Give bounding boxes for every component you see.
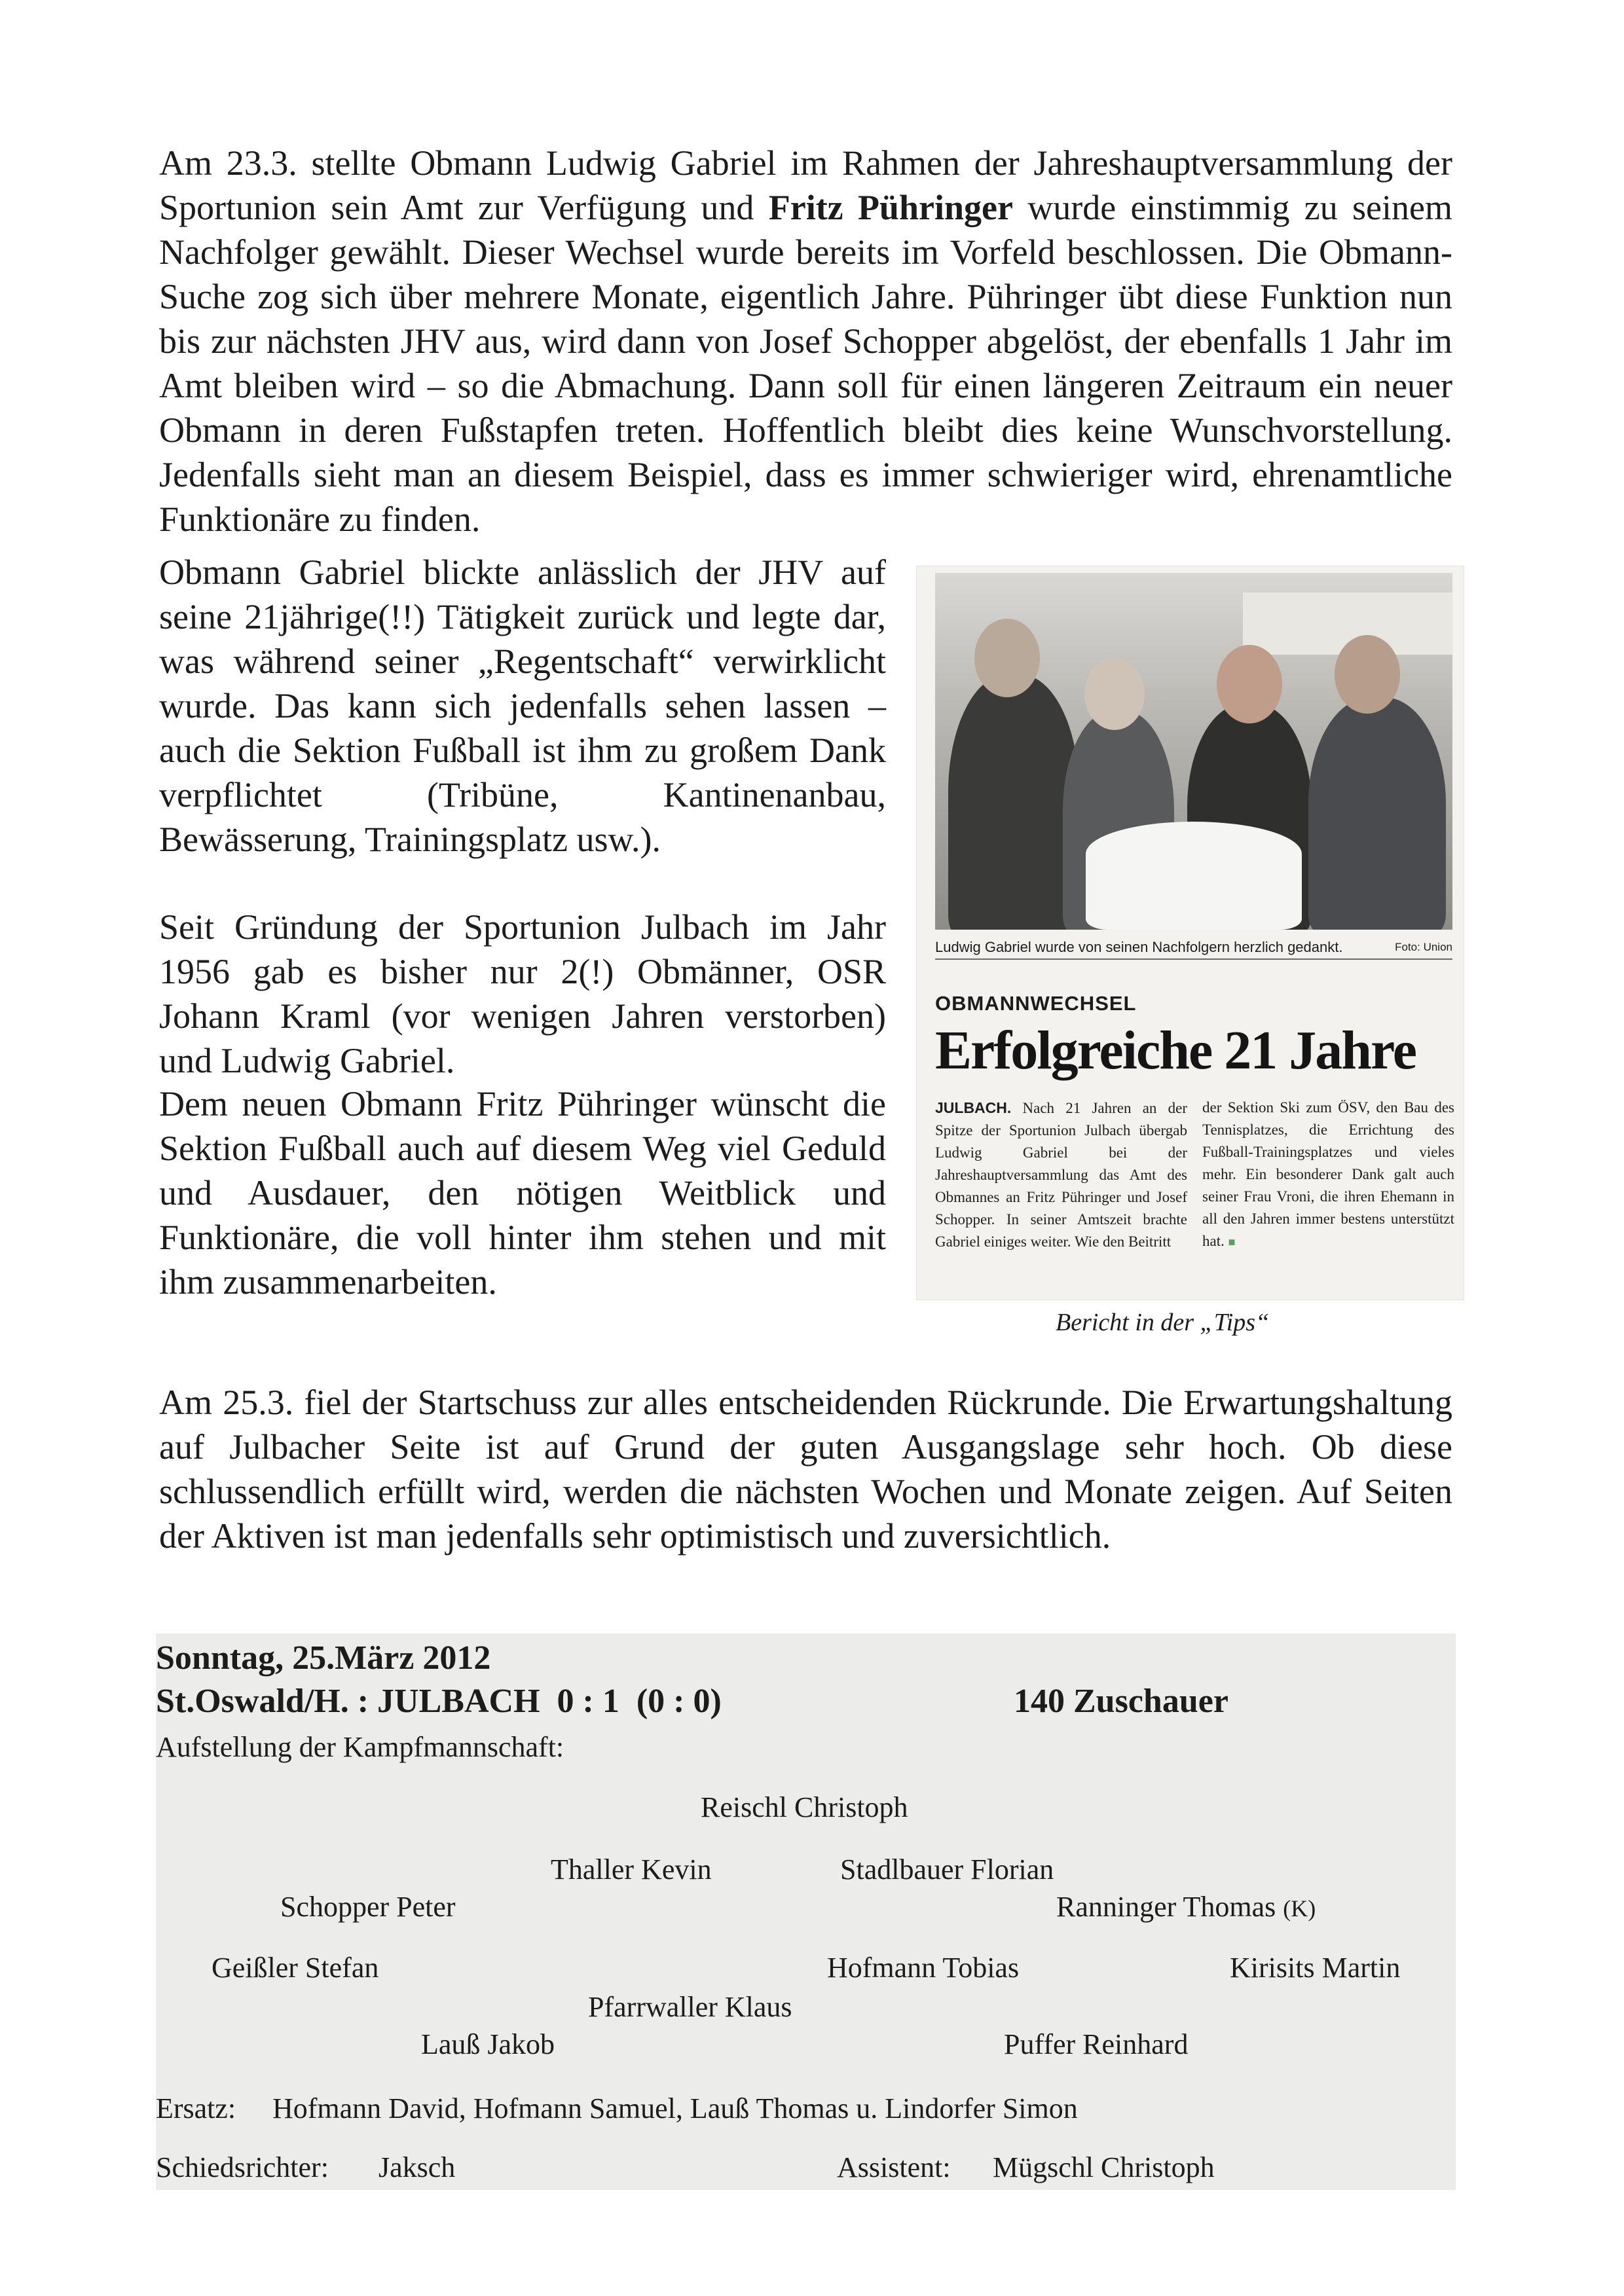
- clipping-photo: [935, 573, 1452, 930]
- article-column-2-text: der Sektion Ski zum ÖSV, den Bau des Tennisplatzes, die Errichtung des Fußball-Trainingsplatzes und vieles mehr. Ein besonderer Dank galt auch seiner Frau Vroni, die ihren Ehemann in all den Jahren immer bestens unterstützt hat.: [1202, 1099, 1454, 1249]
- article-end-mark: ■: [1228, 1235, 1236, 1248]
- captain-mark: (K): [1283, 1895, 1316, 1922]
- paragraph1-text-start: Am 23.3. stellte Obmann Ludwig Gabriel im Rahmen der Jahreshauptversammlung der Sportunion sein Amt zur Verfügung und: [159, 143, 1452, 227]
- paragraph1-bold-name: Fritz Pühringer: [768, 188, 1013, 227]
- paragraph-gruendung: Seit Gründung der Sportunion Julbach im Jahr 1956 gab es bisher nur 2(!) Obmänner, OSR Johann Kraml (vor wenigen Jahren verstorben) und Ludwig Gabriel.: [159, 907, 886, 1080]
- player-kirisits: Kirisits Martin: [1230, 1952, 1401, 1984]
- player-ranninger-name: Ranninger Thomas: [1056, 1891, 1276, 1923]
- article-dateline: JULBACH.: [935, 1099, 1012, 1116]
- referee-name: Jaksch: [378, 2151, 456, 2183]
- photo-head-2: [1084, 658, 1145, 730]
- photo-person-4: [1308, 697, 1446, 930]
- paragraph-jhv-rueckblick: Obmann Gabriel blickte anlässlich der JHV auf seine 21jährige(!!) Tätigkeit zurück und legte dar, was während seiner „Regentschaft“ verwirklicht wurde. Das kann sich jedenfalls sehen lassen – auch die Sektion Fußball ist ihm zu großem Dank verpflichtet (Tribüne, Kantinenanbau, Bewässerung, Trainingsplatz usw.).: [159, 553, 886, 859]
- photo-credit: Foto: Union: [1395, 941, 1452, 953]
- lineup-label: Aufstellung der Kampfmannschaft:: [156, 1731, 564, 1763]
- photo-caption: Ludwig Gabriel wurde von seinen Nachfolgern herzlich gedankt.: [935, 939, 1343, 955]
- article-column-2: [1202, 1097, 1454, 1253]
- player-geissler: Geißler Stefan: [212, 1952, 379, 1984]
- photo-head-3: [1217, 645, 1282, 723]
- match-spectators: 140 Zuschauer: [1014, 1683, 1228, 1720]
- photo-caption-line: [935, 936, 1452, 960]
- paragraph-obmann-wechsel: [159, 141, 1452, 541]
- assistant-label: Assistent:: [837, 2151, 951, 2183]
- paragraph-wuensche: Dem neuen Obmann Fritz Pühringer wünscht die Sektion Fußball auch auf diesem Weg viel Geduld und Ausdauer, den nötigen Weitblick und Funktionäre, die voll hinter ihm stehen und mit ihm zusammenarbeiten.: [159, 1084, 886, 1302]
- player-pfarrwaller: Pfarrwaller Klaus: [588, 1991, 792, 2023]
- article-column-1-text: Nach 21 Jahren an der Spitze der Sportunion Julbach übergab Ludwig Gabriel bei der Jahreshauptversammlung das Amt des Obmannes an Fritz Pühringer und Josef Schopper. In seiner Amtszeit brachte Gabriel einiges weiter. Wie den Beitritt: [935, 1100, 1187, 1250]
- photo-head-1: [974, 619, 1040, 697]
- photo-head-4: [1335, 635, 1400, 714]
- subs-label: Ersatz:: [156, 2092, 236, 2124]
- player-hofmann: Hofmann Tobias: [827, 1952, 1020, 1984]
- player-stadlbauer: Stadlbauer Florian: [840, 1853, 1054, 1886]
- photo-person-1: [948, 674, 1079, 930]
- assistant-name: Mügschl Christoph: [993, 2151, 1215, 2183]
- paragraph-rueckrunde: Am 25.3. fiel der Startschuss zur alles entscheidenden Rückrunde. Die Erwartungshaltung auf Julbacher Seite ist auf Grund der guten Ausgangslage sehr hoch. Ob diese schlussendlich erfüllt wird, werden die nächsten Wochen und Monate zeigen. Auf Seiten der Aktiven ist man jedenfalls sehr optimistisch und zuversichtlich.: [159, 1383, 1452, 1556]
- player-schopper: Schopper Peter: [280, 1891, 456, 1923]
- article-kicker: OBMANNWECHSEL: [935, 992, 1137, 1015]
- player-ranninger: [1056, 1890, 1316, 1923]
- match-report-box: [156, 1633, 1456, 2190]
- match-fixture: St.Oswald/H. : JULBACH 0 : 1 (0 : 0): [156, 1683, 722, 1720]
- player-goalkeeper: Reischl Christoph: [701, 1791, 908, 1823]
- paragraph1-text-end: wurde einstimmig zu seinem Nachfolger gewählt. Dieser Wechsel wurde bereits im Vorfeld beschlossen. Die Obmann-Suche zog sich über mehrere Monate, eigentlich Jahre. Pühringer übt diese Funktion nun bis zur nächsten JHV aus, wird dann von Josef Schopper abgelöst, der ebenfalls 1 Jahr im Amt bleiben wird – so die Abmachung. Dann soll für einen längeren Zeitraum ein neuer Obmann in deren Fußstapfen treten. Hoffentlich bleibt dies keine Wunschvorstellung. Jedenfalls sieht man an diesem Beispiel, dass es immer schwieriger wird, ehrenamtliche Funktionäre zu finden.: [159, 188, 1452, 539]
- photo-table: [1086, 822, 1302, 930]
- referee-label: Schiedsrichter:: [156, 2151, 329, 2183]
- player-thaller: Thaller Kevin: [551, 1853, 712, 1886]
- match-date: Sonntag, 25.März 2012: [156, 1639, 491, 1677]
- article-column-1: [935, 1097, 1187, 1253]
- article-headline: Erfolgreiche 21 Jahre: [935, 1020, 1416, 1081]
- player-puffer: Puffer Reinhard: [1004, 2028, 1189, 2060]
- newspaper-clipping: [917, 566, 1464, 1300]
- player-lauss: Lauß Jakob: [421, 2028, 555, 2060]
- subs-list: Hofmann David, Hofmann Samuel, Lauß Thomas u. Lindorfer Simon: [272, 2092, 1078, 2124]
- clipping-source-caption: Bericht in der „Tips“: [1056, 1309, 1270, 1336]
